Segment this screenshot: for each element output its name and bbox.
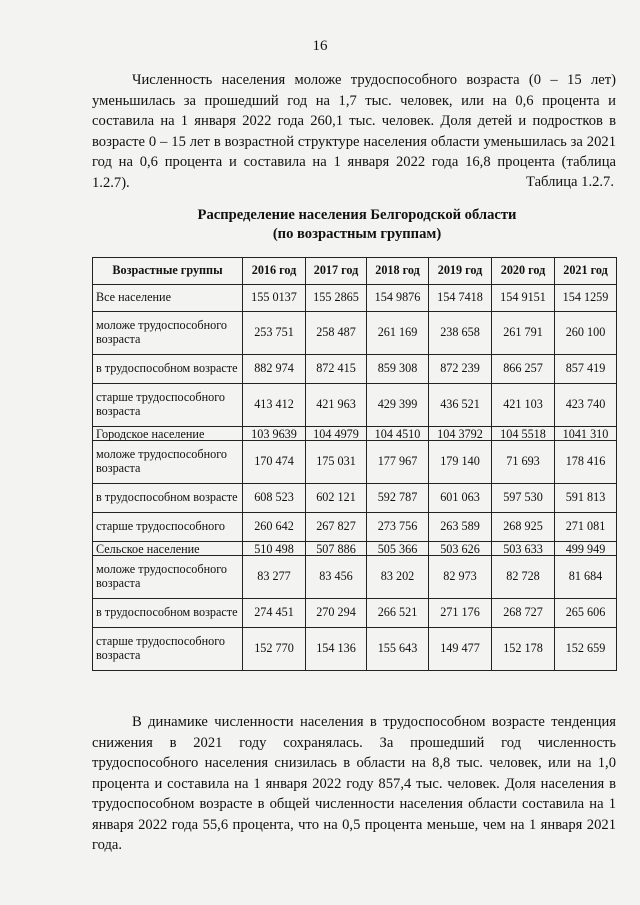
cell-value: 423 740 — [555, 384, 617, 427]
cell-value: 507 886 — [306, 542, 367, 556]
cell-value: 261 169 — [367, 312, 429, 355]
table-title-line1: Распределение населения Белгородской области — [197, 207, 517, 223]
cell-value: 179 140 — [429, 441, 492, 484]
row-label: моложе трудоспособного возраста — [93, 556, 243, 599]
table-row — [93, 285, 617, 312]
cell-value: 152 178 — [492, 628, 555, 671]
cell-value: 510 498 — [243, 542, 306, 556]
cell-value: 155 0137 — [243, 285, 306, 312]
cell-value: 268 727 — [492, 599, 555, 628]
table-row — [93, 542, 617, 556]
header-2016: 2016 год — [243, 258, 306, 285]
cell-value: 83 456 — [306, 556, 367, 599]
row-label: Городское население — [93, 427, 243, 441]
cell-value: 499 949 — [555, 542, 617, 556]
row-label: Сельское население — [93, 542, 243, 556]
cell-value: 857 419 — [555, 355, 617, 384]
cell-value: 260 642 — [243, 513, 306, 542]
cell-value: 154 136 — [306, 628, 367, 671]
table-row — [93, 556, 617, 599]
cell-value: 266 521 — [367, 599, 429, 628]
table-row — [93, 355, 617, 384]
paragraph-working-age-dynamics — [92, 712, 616, 856]
cell-value: 152 659 — [555, 628, 617, 671]
cell-value: 271 176 — [429, 599, 492, 628]
cell-value: 271 081 — [555, 513, 617, 542]
row-label: старше трудоспособного возраста — [93, 628, 243, 671]
header-2021: 2021 год — [555, 258, 617, 285]
cell-value: 597 530 — [492, 484, 555, 513]
cell-value: 421 963 — [306, 384, 367, 427]
population-age-groups-table — [92, 257, 617, 671]
cell-value: 413 412 — [243, 384, 306, 427]
cell-value: 267 827 — [306, 513, 367, 542]
cell-value: 429 399 — [367, 384, 429, 427]
cell-value: 83 202 — [367, 556, 429, 599]
cell-value: 608 523 — [243, 484, 306, 513]
cell-value: 268 925 — [492, 513, 555, 542]
cell-value: 238 658 — [429, 312, 492, 355]
cell-value: 104 3792 — [429, 427, 492, 441]
row-label: Все население — [93, 285, 243, 312]
row-label: в трудоспособном возрасте — [93, 484, 243, 513]
cell-value: 253 751 — [243, 312, 306, 355]
row-label: в трудоспособном возрасте — [93, 599, 243, 628]
cell-value: 82 728 — [492, 556, 555, 599]
cell-value: 261 791 — [492, 312, 555, 355]
table-title-line2: (по возрастным группам) — [272, 226, 442, 242]
cell-value: 178 416 — [555, 441, 617, 484]
cell-value: 591 813 — [555, 484, 617, 513]
row-label: старше трудоспособного — [93, 513, 243, 542]
table-row — [93, 484, 617, 513]
cell-value: 601 063 — [429, 484, 492, 513]
table-row — [93, 513, 617, 542]
cell-value: 155 2865 — [306, 285, 367, 312]
table-title — [92, 206, 622, 244]
row-label: моложе трудоспособного возраста — [93, 441, 243, 484]
cell-value: 152 770 — [243, 628, 306, 671]
paragraph1-text: Численность населения моложе трудоспособного возраста (0 – 15 лет) уменьшилась за прошедший год на 1,7 тыс. человек, или на 0,6 процента и составила на 1 января 2022 года 260,1 тыс. человек. Доля детей и подростков в возрасте 0 – 15 лет в возрастной структуре населения области уменьшилась за 2021 год на 0,6 процента и составила на 1 января 2022 года 16,8 процента (таблица 1.2.7). — [92, 72, 616, 191]
cell-value: 260 100 — [555, 312, 617, 355]
cell-value: 177 967 — [367, 441, 429, 484]
table-header-row — [93, 258, 617, 285]
cell-value: 866 257 — [492, 355, 555, 384]
cell-value: 1041 310 — [555, 427, 617, 441]
table-row — [93, 628, 617, 671]
cell-value: 263 589 — [429, 513, 492, 542]
header-2017: 2017 год — [306, 258, 367, 285]
cell-value: 154 9151 — [492, 285, 555, 312]
row-label: в трудоспособном возрасте — [93, 355, 243, 384]
cell-value: 436 521 — [429, 384, 492, 427]
cell-value: 154 9876 — [367, 285, 429, 312]
table-row — [93, 312, 617, 355]
cell-value: 104 5518 — [492, 427, 555, 441]
cell-value: 602 121 — [306, 484, 367, 513]
cell-value: 592 787 — [367, 484, 429, 513]
cell-value: 265 606 — [555, 599, 617, 628]
cell-value: 82 973 — [429, 556, 492, 599]
table-label: Таблица 1.2.7. — [526, 174, 614, 190]
row-label: моложе трудоспособного возраста — [93, 312, 243, 355]
cell-value: 71 693 — [492, 441, 555, 484]
table-row — [93, 384, 617, 427]
cell-value: 104 4510 — [367, 427, 429, 441]
page-number: 16 — [312, 38, 328, 54]
cell-value: 505 366 — [367, 542, 429, 556]
cell-value: 175 031 — [306, 441, 367, 484]
cell-value: 154 7418 — [429, 285, 492, 312]
paragraph2-text: В динамике численности населения в трудоспособном возрасте тенденция снижения в 2021 году сохранялась. За прошедший год численность трудоспособного населения снизилась в области на 8,8 тыс. человек, или на 1,0 процента и составила на 1 января 2022 году 857,4 тыс. человек. Доля населения в трудоспособном возрасте в общей численности населения области составила на 1 января 2022 года 55,6 процента, что на 0,5 процента меньше, чем на 1 января 2021 года. — [92, 714, 616, 853]
cell-value: 103 9639 — [243, 427, 306, 441]
header-2020: 2020 год — [492, 258, 555, 285]
cell-value: 421 103 — [492, 384, 555, 427]
cell-value: 273 756 — [367, 513, 429, 542]
table-row — [93, 599, 617, 628]
cell-value: 274 451 — [243, 599, 306, 628]
cell-value: 83 277 — [243, 556, 306, 599]
cell-value: 258 487 — [306, 312, 367, 355]
cell-value: 882 974 — [243, 355, 306, 384]
cell-value: 104 4979 — [306, 427, 367, 441]
cell-value: 872 415 — [306, 355, 367, 384]
header-age-groups: Возрастные группы — [93, 258, 243, 285]
cell-value: 155 643 — [367, 628, 429, 671]
cell-value: 149 477 — [429, 628, 492, 671]
cell-value: 154 1259 — [555, 285, 617, 312]
cell-value: 170 474 — [243, 441, 306, 484]
cell-value: 872 239 — [429, 355, 492, 384]
cell-value: 81 684 — [555, 556, 617, 599]
table-row — [93, 427, 617, 441]
table-row — [93, 441, 617, 484]
cell-value: 503 633 — [492, 542, 555, 556]
row-label: старше трудоспособного возраста — [93, 384, 243, 427]
cell-value: 270 294 — [306, 599, 367, 628]
cell-value: 859 308 — [367, 355, 429, 384]
cell-value: 503 626 — [429, 542, 492, 556]
header-2019: 2019 год — [429, 258, 492, 285]
header-2018: 2018 год — [367, 258, 429, 285]
